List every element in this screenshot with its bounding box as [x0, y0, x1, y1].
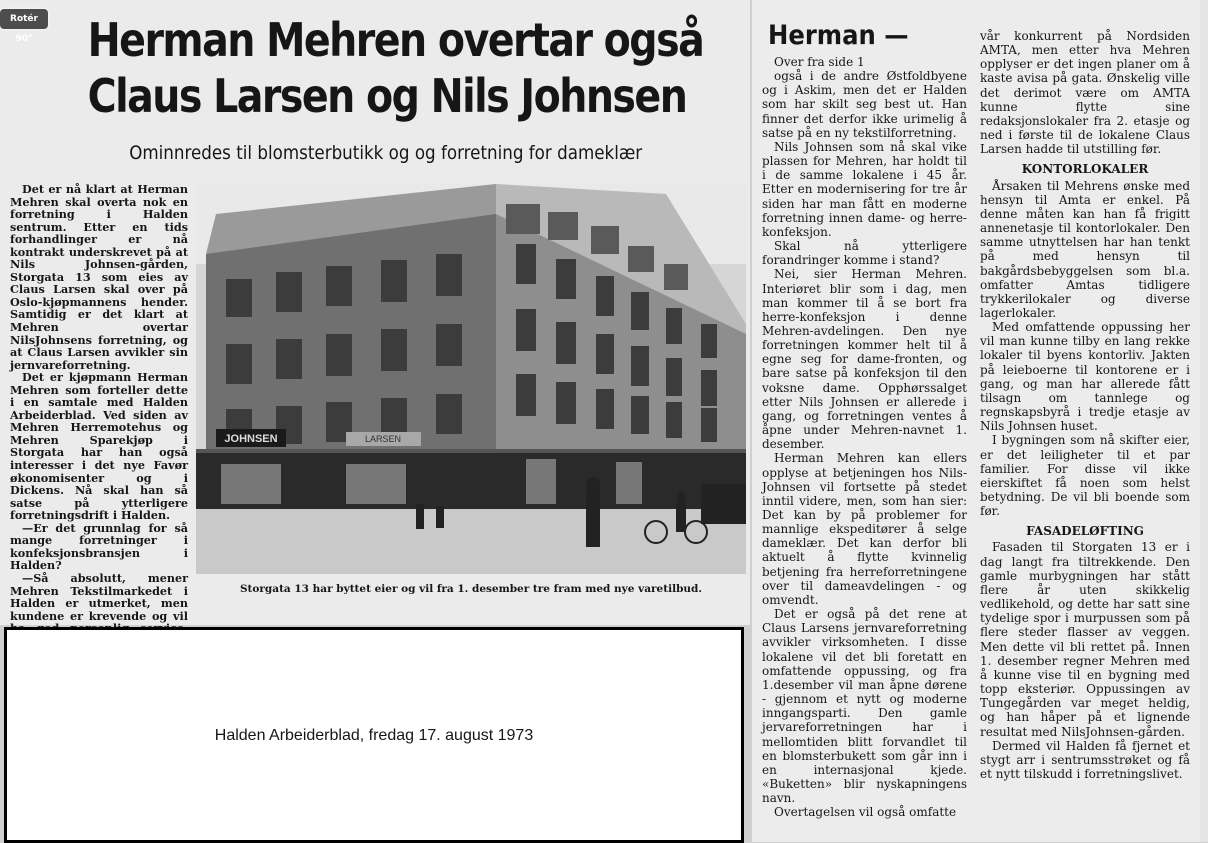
source-text: Halden Arbeiderblad, fredag 17. august 1973 [214, 727, 534, 744]
from-label: Over fra side 1 [774, 55, 865, 69]
subheading-office: KONTORLOKALER [1021, 162, 1149, 177]
building-photo [196, 184, 746, 574]
rotate-button[interactable]: Rotér 90° [0, 9, 48, 29]
intro-paragraph: —Så absolutt, mener Mehren Tekstilmarkedet i Halden er utmerket, men kundene er krevende og vil [10, 570, 188, 623]
subheading-facade: FASADELØFTING [1026, 524, 1144, 539]
body-paragraph: Det er også på det rene at Claus Larsens jernvareforretning avvikler virksomheten. I disse lokalene vil det bli foretatt en omfattende oppussing, og fra 1.desember vil man åpne dørene - gjennom et nytt og moderne inngangsparti. Den gamle jervareforretningen har i mellomtiden blitt forvandlet til en blomsterbukett som går inn i en internasjonal kjede. «Buketten» blir nyskapningens navn. [762, 607, 967, 806]
body-paragraph: Årsaken til Mehrens ønske med hensyn til Amta er enkel. På denne måten kan han få frigitt annenetasje til kontorlokaler. Den samme utnyttelsen har han tenkt på med hensyn til bakgårdsbebyggelsen som bl.a. omfatter Amtas tidligere trykkerilokaler og diverse lagerlokaler. [980, 178, 1190, 320]
body-paragraph: Dermed vil Halden få fjernet et stygt arr i sentrumsstrøket og få et nytt tilskudd i forretningslivet. [980, 738, 1190, 781]
body-paragraph: Overtagelsen vil også omfatte [774, 805, 957, 820]
body-paragraph: vår konkurrent på Nordsiden AMTA, men etter hva Mehren opplyser er det ingen planer om å kaste avisa på gata. Ønskelig ville det derimot være om AMTA kunne flytte sine redaksjonslokaler fra 2. etasje og ned i første til de lokalene Claus Larsen hadde til utstilling før. [980, 29, 1190, 157]
svg-text:LARSEN: LARSEN [364, 434, 402, 444]
body-paragraph: Fasaden til Storgaten 13 er i dag langt fra tiltrekkende. Den gamle murbygningen har stått flere år uten skikkelig vedlikehold, og dette har satt sine tydelige spor i murpussen som på flere steder flasser av veggen. Men dette vil bli rettet på. Innen 1. desember regner Mehren med å kunne vise til en bygning med topp eksteriør. Oppussingen av Tungegården var meget heldig, og han håper på et lignende resultat med NilsJohnsen-gården. [980, 540, 1190, 739]
headline-line-2: Claus Larsen og Nils Johnsen [87, 69, 687, 123]
intro-paragraph: Det er nå klart at Herman Mehren skal overta nok en forretning i Halden sentrum. Etter en tids forhandlinger er nå kontrakt underskrevet på at Nils Johnsen-gården, Storgata 13 som eies av Claus Larsen skal over på Oslo-kjøpmannens hender. Samtidig er det klart at Mehren overtar NilsJohnsens forretning, og at Claus Larsen avvikler sin jernvareforretning. [10, 182, 188, 372]
continuation-column-a [762, 55, 967, 819]
svg-text:JOHNSEN: JOHNSEN [224, 433, 278, 445]
headline-line-1: Herman Mehren overtar også [87, 13, 704, 67]
source-box [4, 627, 744, 843]
intro-paragraph: Det er kjøpmann Herman Mehren som forteller dette i en samtale med Halden Arbeiderblad. Ved siden av Mehren Herremotehus og Mehren Sparekjøp i Storgata har han også interesser i det nye Favør økonomisenter og i Dickens. Nå skal han så satse på ytterligere forretningsdrift i Halden. [10, 370, 188, 523]
body-paragraph: Skal nå ytterligere forandringer komme i stand? [762, 239, 967, 268]
continuation-column-b [980, 29, 1190, 781]
body-paragraph: I bygningen som nå skifter eier, er det leiligheter til et par familier. For disse vil ikke eierskiftet få noen som helst betydning. De vil bli boende som før. [980, 433, 1190, 519]
body-paragraph: Nei, sier Herman Mehren. Interiøret blir som i dag, men man kommer til å se bort fra herre-konfeksjon i denne Mehren-avdelingen. Den nye forretningen kommer helt til å egne seg for dame-fronten, og bare satse på konfeksjon til den voksne dame. Opphørssalget etter Nils Johnsen er allerede i gang, og forretningen ventes å åpne under Mehren-navnet 1. desember. [762, 267, 967, 452]
body-paragraph: Nils Johnsen som nå skal vike plassen for Mehren, har holdt til i de samme lokalene i 45 år. Etter en modernisering for tre år siden har man fått en moderne forretning innen dame- og herre-konfeksjon. [762, 139, 967, 239]
body-paragraph: Med omfattende oppussing her vil man kunne tilby en lang rekke lokaler til byens kontorliv. Jakten på leieboerne til kontorene er i gang, og man har allerede fått tilsagn om tannlege og regnskapsbyrå i tredje etasje av Nils Johnsen huset. [980, 320, 1190, 434]
headline [87, 12, 704, 124]
continuation-headline: Herman — [768, 20, 909, 51]
photo-caption: Storgata 13 har byttet eier og vil fra 1. desember tre fram med nye varetilbud. [239, 583, 703, 595]
intro-column [10, 183, 188, 660]
vertical-scrollbar[interactable] [1200, 0, 1208, 842]
body-paragraph: også i de andre Østfoldbyene og i Askim, men det er Halden som har skilt seg best ut. Han finner det derfor ikke urimelig å satse på en ny tekstilforretning. [762, 69, 967, 140]
body-paragraph: Herman Mehren kan ellers opplyse at betjeningen hos Nils-Johnsen vil fortsette på stedet inntil videre, men, som han sier: Det kan by på problemer for mannlige ekspeditører å selge dameklær. Det kan derfor bli aktuelt å flytte kvinnelig betjening fra herreforretningene over til dameavdelingen - og omvendt. [762, 451, 967, 607]
subheadline: Ominnredes til blomsterbutikk og og forretning for dameklær [129, 142, 643, 164]
intro-paragraph: —Er det grunnlag for så mange forretninger i konfeksjonsbransjen i Halden? [10, 520, 188, 573]
